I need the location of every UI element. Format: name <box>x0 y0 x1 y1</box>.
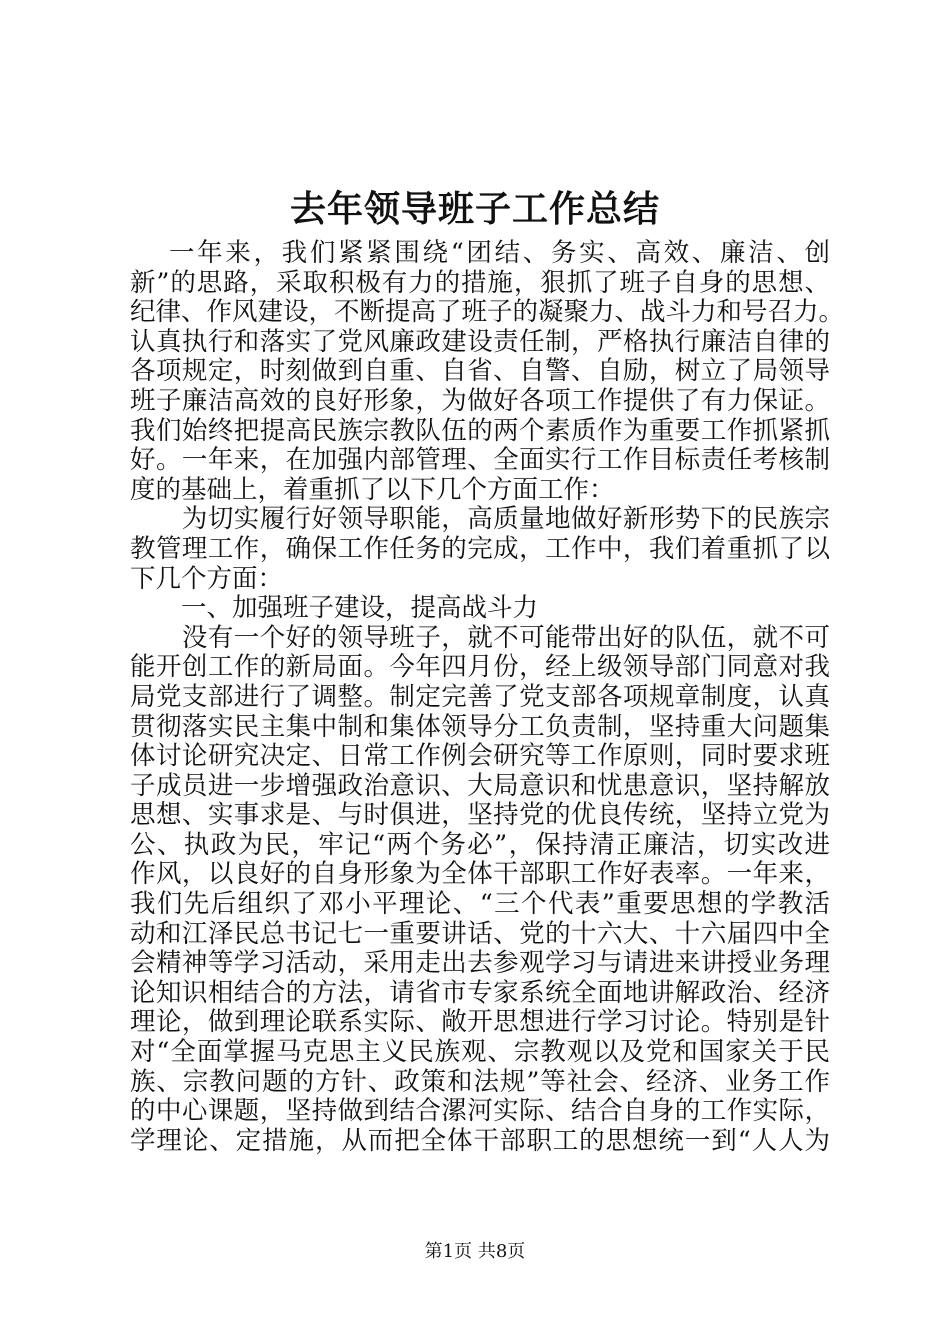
body-line: 一年来，我们紧紧围绕“团结、务实、高效、廉洁、创 <box>130 238 830 268</box>
body-line: 动和江泽民总书记七一重要讲话、党的十六大、十六届四中全 <box>130 918 830 949</box>
body-line: 作风，以良好的自身形象为全体干部职工作好表率。一年来， <box>130 859 830 890</box>
body-line: 族、宗教问题的方针、政策和法规”等社会、经济、业务工作 <box>130 1066 830 1097</box>
body-line: 的中心课题，坚持做到结合漯河实际、结合自身的工作实际， <box>130 1096 830 1127</box>
body-line: 教管理工作，确保工作任务的完成，工作中，我们着重抓了以 <box>130 533 830 564</box>
body-line: 会精神等学习活动，采用走出去参观学习与请进来讲授业务理 <box>130 948 830 979</box>
body-line: 理论，做到理论联系实际、敞开思想进行学习讨论。特别是针 <box>130 1007 830 1038</box>
body-line: 子成员进一步增强政治意识、大局意识和忧患意识，坚持解放 <box>130 770 830 801</box>
body-line: 新”的思路，采取积极有力的措施，狠抓了班子自身的思想、 <box>130 267 830 298</box>
body-line: 没有一个好的领导班子，就不可能带出好的队伍，就不可 <box>130 622 830 653</box>
body-line: 下几个方面： <box>130 563 284 594</box>
body-line: 我们始终把提高民族宗教队伍的两个素质作为重要工作抓紧抓 <box>130 415 830 446</box>
body-line: 认真执行和落实了党风廉政建设责任制，严格执行廉洁自律的 <box>130 326 830 357</box>
body-line: 我们先后组织了邓小平理论、“三个代表”重要思想的学教活 <box>130 889 830 920</box>
body-line: 一、加强班子建设，提高战斗力 <box>130 593 539 624</box>
body-line: 公、执政为民，牢记“两个务必”，保持清正廉洁，切实改进 <box>130 829 830 860</box>
body-line: 对“全面掌握马克思主义民族观、宗教观以及党和国家关于民 <box>130 1037 830 1068</box>
body-line: 度的基础上，着重抓了以下几个方面工作： <box>130 474 615 505</box>
body-line: 班子廉洁高效的良好形象，为做好各项工作提供了有力保证。 <box>130 385 830 416</box>
body-line: 局党支部进行了调整。制定完善了党支部各项规章制度，认真 <box>130 681 830 712</box>
document-title: 去年领导班子工作总结 <box>289 188 660 230</box>
page-footer: 第1页 共8页 <box>424 1241 526 1262</box>
body-line: 体讨论研究决定、日常工作例会研究等工作原则，同时要求班 <box>130 741 830 772</box>
body-line: 贯彻落实民主集中制和集体领导分工负责制，坚持重大问题集 <box>130 711 830 742</box>
body-line: 思想、实事求是、与时俱进，坚持党的优良传统，坚持立党为 <box>130 800 830 831</box>
body-line: 论知识相结合的方法，请省市专家系统全面地讲解政治、经济 <box>130 977 830 1008</box>
body-line: 为切实履行好领导职能，高质量地做好新形势下的民族宗 <box>130 504 830 535</box>
body-line: 纪律、作风建设，不断提高了班子的凝聚力、战斗力和号召力。 <box>130 297 845 328</box>
body-line: 好。一年来，在加强内部管理、全面实行工作目标责任考核制 <box>130 445 830 476</box>
body-line: 各项规定，时刻做到自重、自省、自警、自励，树立了局领导 <box>130 356 830 387</box>
body-line: 能开创工作的新局面。今年四月份，经上级领导部门同意对我 <box>130 652 830 683</box>
document-body <box>130 238 845 1156</box>
body-line: 学理论、定措施，从而把全体干部职工的思想统一到“人人为 <box>130 1125 830 1156</box>
